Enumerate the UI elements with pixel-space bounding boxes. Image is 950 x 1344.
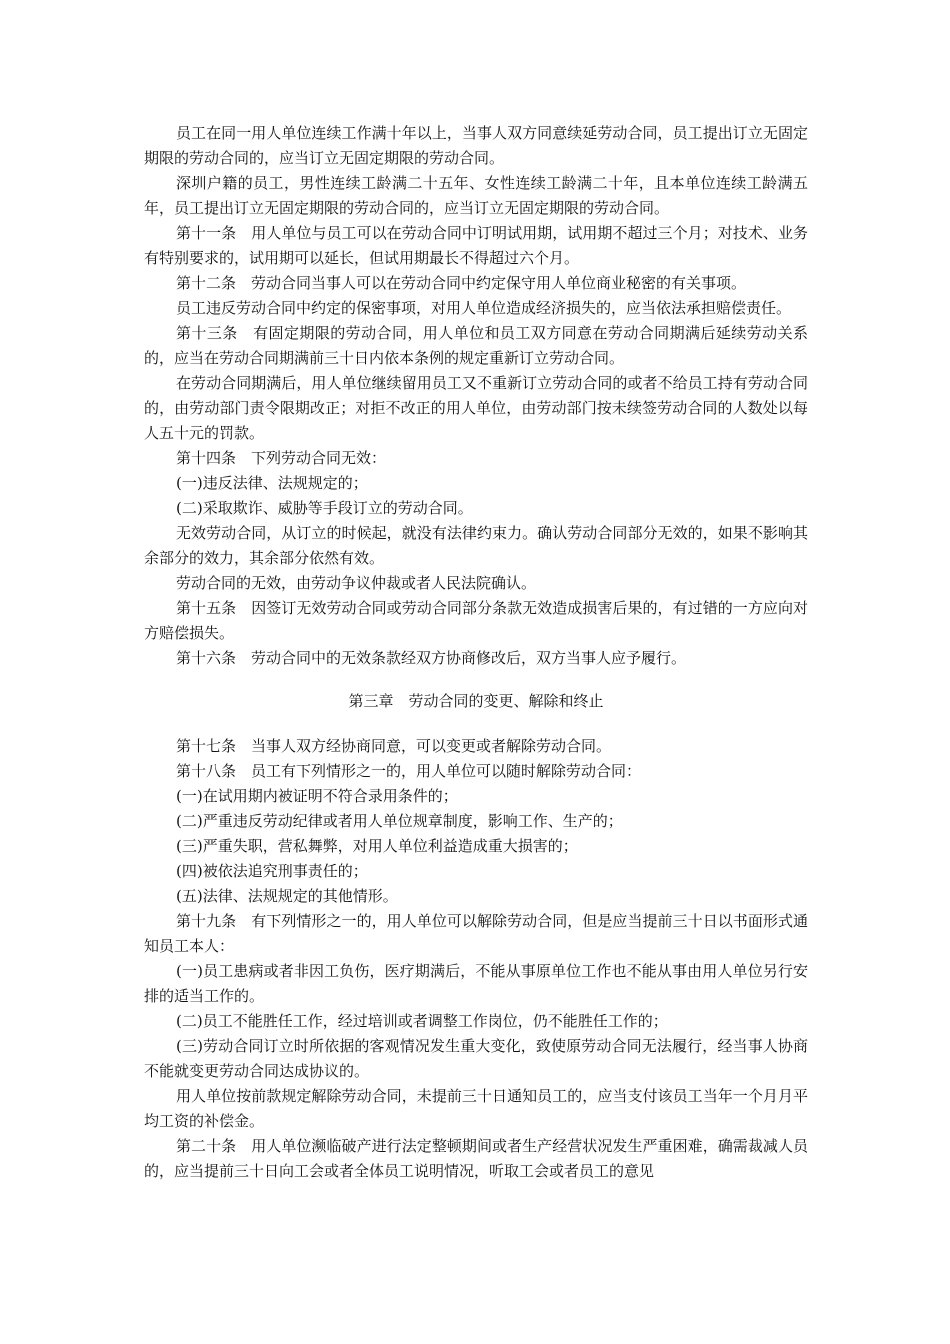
article-16: 第十六条 劳动合同中的无效条款经双方协商修改后，双方当事人应予履行。: [176, 649, 687, 667]
article-17: 第十七条 当事人双方经协商同意，可以变更或者解除劳动合同。: [176, 737, 612, 755]
list-item: (一)员工患病或者非因工负伤，医疗期满后，不能从事原单位工作也不能从事由用人单位另行安排的适当工作的。: [144, 962, 808, 1005]
paragraph: 员工在同一用人单位连续工作满十年以上，当事人双方同意续延劳动合同，员工提出订立无固定期限的劳动合同的，应当订立无固定期限的劳动合同。: [144, 124, 808, 167]
list-item: (一)违反法律、法规规定的；: [176, 474, 368, 492]
document-body: [144, 121, 808, 1184]
article-13: 第十三条 有固定期限的劳动合同，用人单位和员工双方同意在劳动合同期满后延续劳动关系的，应当在劳动合同期满前三十日内依本条例的规定重新订立劳动合同。: [144, 324, 808, 367]
list-item: (三)劳动合同订立时所依据的客观情况发生重大变化，致使原劳动合同无法履行，经当事人协商不能就变更劳动合同达成协议的。: [144, 1037, 808, 1080]
article-18: 第十八条 员工有下列情形之一的，用人单位可以随时解除劳动合同：: [176, 762, 642, 780]
paragraph: 劳动合同的无效，由劳动争议仲裁或者人民法院确认。: [176, 574, 537, 592]
chapter-title: 第三章 劳动合同的变更、解除和终止: [348, 692, 604, 710]
article-14: 第十四条 下列劳动合同无效：: [176, 449, 387, 467]
paragraph: 用人单位按前款规定解除劳动合同，未提前三十日通知员工的，应当支付该员工当年一个月月平均工资的补偿金。: [144, 1087, 808, 1130]
list-item: (一)在试用期内被证明不符合录用条件的；: [176, 787, 458, 805]
list-item: (二)员工不能胜任工作，经过培训或者调整工作岗位，仍不能胜任工作的；: [176, 1012, 668, 1030]
paragraph: 深圳户籍的员工，男性连续工龄满二十五年、女性连续工龄满二十年，且本单位连续工龄满五年，员工提出订立无固定期限的劳动合同的，应当订立无固定期限的劳动合同。: [144, 174, 808, 217]
article-12: 第十二条 劳动合同当事人可以在劳动合同中约定保守用人单位商业秘密的有关事项。: [176, 274, 747, 292]
article-20: 第二十条 用人单位濒临破产进行法定整顿期间或者生产经营状况发生严重困难，确需裁减人员的，应当提前三十日向工会或者全体员工说明情况，听取工会或者员工的意见: [144, 1137, 808, 1180]
list-item: (二)采取欺诈、威胁等手段订立的劳动合同。: [176, 499, 473, 517]
article-11: 第十一条 用人单位与员工可以在劳动合同中订明试用期，试用期不超过三个月；对技术、业务有特别要求的，试用期可以延长，但试用期最长不得超过六个月。: [144, 224, 808, 267]
paragraph: 员工违反劳动合同中约定的保密事项，对用人单位造成经济损失的，应当依法承担赔偿责任。: [176, 299, 792, 317]
list-item: (五)法律、法规规定的其他情形。: [176, 887, 398, 905]
list-item: (三)严重失职，营私舞弊，对用人单位利益造成重大损害的；: [176, 837, 578, 855]
article-19: 第十九条 有下列情形之一的，用人单位可以解除劳动合同，但是应当提前三十日以书面形式通知员工本人：: [144, 912, 808, 955]
list-item: (四)被依法追究刑事责任的；: [176, 862, 368, 880]
article-15: 第十五条 因签订无效劳动合同或劳动合同部分条款无效造成损害后果的，有过错的一方应向对方赔偿损失。: [144, 599, 808, 642]
paragraph: 无效劳动合同，从订立的时候起，就没有法律约束力。确认劳动合同部分无效的，如果不影响其余部分的效力，其余部分依然有效。: [144, 524, 808, 567]
list-item: (二)严重违反劳动纪律或者用人单位规章制度，影响工作、生产的；: [176, 812, 623, 830]
paragraph: 在劳动合同期满后，用人单位继续留用员工又不重新订立劳动合同的或者不给员工持有劳动合同的，由劳动部门责令限期改正；对拒不改正的用人单位，由劳动部门按未续签劳动合同的人数处以每人五十元的罚款。: [144, 374, 808, 442]
